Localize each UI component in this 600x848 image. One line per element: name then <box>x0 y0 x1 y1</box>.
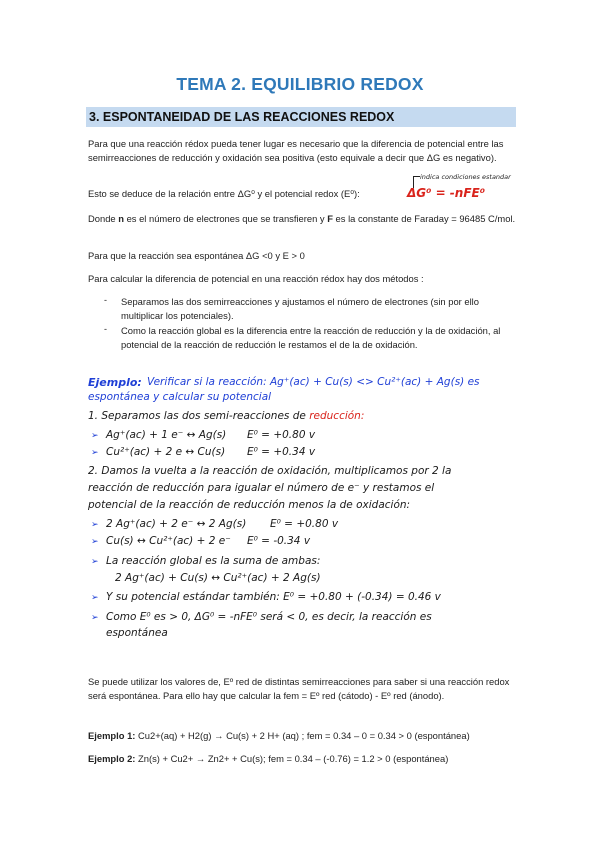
page-title: TEMA 2. EQUILIBRIO REDOX <box>176 74 424 94</box>
example-1 <box>88 729 518 743</box>
step1-text <box>88 410 364 422</box>
step1-red: reducción: <box>309 410 365 422</box>
example-1-label: Ejemplo 1: <box>88 730 136 741</box>
bullet-dash: - <box>104 324 107 334</box>
example-1-text: Cu2+(aq) + H2(g) → Cu(s) + 2 H+ (aq) ; fem = 0.34 – 0 = 0.34 > 0 (espontánea) <box>135 730 470 741</box>
spontaneity-condition: Para que la reacción sea espontánea ΔG <0 y E > 0 <box>88 250 305 261</box>
donde-pre: Donde <box>88 213 119 224</box>
formula-note: indica condiciones estandar <box>420 173 511 181</box>
arrow-bullet-icon: ➢ <box>91 519 99 529</box>
arrow-bullet-icon: ➢ <box>91 556 99 566</box>
step2-line-2: reacción de reducción para igualar el número de e⁻ y restamos el <box>88 482 435 494</box>
reaction-3-potential: E⁰ = +0.80 v <box>270 518 339 530</box>
reaction-4: Cu(s) ↔ Cu²⁺(ac) + 2 e⁻ <box>106 535 231 547</box>
methods-intro: Para calcular la diferencia de potencial en una reacción rédox hay dos métodos : <box>88 273 424 284</box>
reaction-1-potential: E⁰ = +0.80 v <box>247 429 316 441</box>
fem-paragraph: Se puede utilizar los valores de, Eº red de distintas semirreacciones para saber si una reacción redox será espontánea. Para ello hay que calcular la fem = Eº red (cátodo) - Eº red (ánodo). <box>88 676 510 701</box>
arrow-bullet-icon: ➢ <box>91 592 99 602</box>
arrow-bullet-icon: ➢ <box>91 447 99 457</box>
donde-n: n <box>118 213 124 224</box>
step2-line-3: potencial de la reacción de reducción menos la de oxidación: <box>88 499 411 511</box>
arrow-bullet-icon: ➢ <box>91 536 99 546</box>
arrow-bullet-icon: ➢ <box>91 612 99 622</box>
standard-potential: Y su potencial estándar también: E⁰ = +0.80 + (-0.34) = 0.46 v <box>106 591 441 603</box>
example-2-label: Ejemplo 2: <box>88 753 136 764</box>
relation-text: Esto se deduce de la relación entre ΔG⁰ y el potencial redox (E⁰): <box>88 188 360 199</box>
arrow-bullet-icon: ➢ <box>91 430 99 440</box>
method-1: Separamos las dos semirreacciones y ajustamos el número de electrones (sin por ello multiplicar los potenciales). <box>121 296 479 321</box>
example-2 <box>88 752 518 766</box>
method-2: Como la reacción global es la diferencia entre la reacción de reducción y la de oxidación, al potencial de la reacción de reducción le restamos el de la de oxidación. <box>121 325 501 350</box>
reaction-1: Ag⁺(ac) + 1 e⁻ ↔ Ag(s) <box>106 429 227 441</box>
reaction-4-potential: E⁰ = -0.34 v <box>247 535 311 547</box>
reaction-2-potential: E⁰ = +0.34 v <box>247 446 316 458</box>
intro-paragraph: Para que una reacción rédox pueda tener lugar es necesario que la diferencia de potencial entre las semirreacciones de reducción y oxidación sea positiva (esto equivale a decir que ΔG es negativo). <box>88 138 504 163</box>
section-heading: 3. ESPONTANEIDAD DE LAS REACCIONES REDOX <box>86 107 516 127</box>
donde-paragraph <box>88 212 518 226</box>
example-text-2: espontánea y calcular su potencial <box>88 391 272 403</box>
donde-F: F <box>327 213 333 224</box>
bullet-dash: - <box>104 295 107 305</box>
global-equation: 2 Ag⁺(ac) + Cu(s) ↔ Cu²⁺(ac) + 2 Ag(s) <box>115 572 321 584</box>
conclusion-line-2: espontánea <box>106 627 168 639</box>
conclusion-line-1: Como E⁰ es > 0, ΔG⁰ = -nFE⁰ será < 0, es decir, la reacción es <box>106 611 432 623</box>
example-text-1: Verificar si la reacción: Ag⁺(ac) + Cu(s) <> Cu²⁺(ac) + Ag(s) es <box>147 376 480 388</box>
donde-post: es la constante de Faraday = 96485 C/mol. <box>332 213 516 224</box>
step1-label: 1. Separamos las dos semi-reacciones de <box>88 410 310 422</box>
example-2-text: Zn(s) + Cu2+ → Zn2+ + Cu(s); fem = 0.34 – (-0.76) = 1.2 > 0 (espontánea) <box>135 753 449 764</box>
global-text: La reacción global es la suma de ambas: <box>106 555 321 567</box>
donde-mid: es el número de electrones que se transfieren y <box>123 213 328 224</box>
formula: ΔG⁰ = -nFE⁰ <box>407 186 485 200</box>
reaction-2: Cu²⁺(ac) + 2 e ↔ Cu(s) <box>106 446 226 458</box>
example-label: Ejemplo: <box>88 376 142 389</box>
step2-line-1: 2. Damos la vuelta a la reacción de oxidación, multiplicamos por 2 la <box>88 465 452 477</box>
reaction-3: 2 Ag⁺(ac) + 2 e⁻ ↔ 2 Ag(s) <box>106 518 247 530</box>
